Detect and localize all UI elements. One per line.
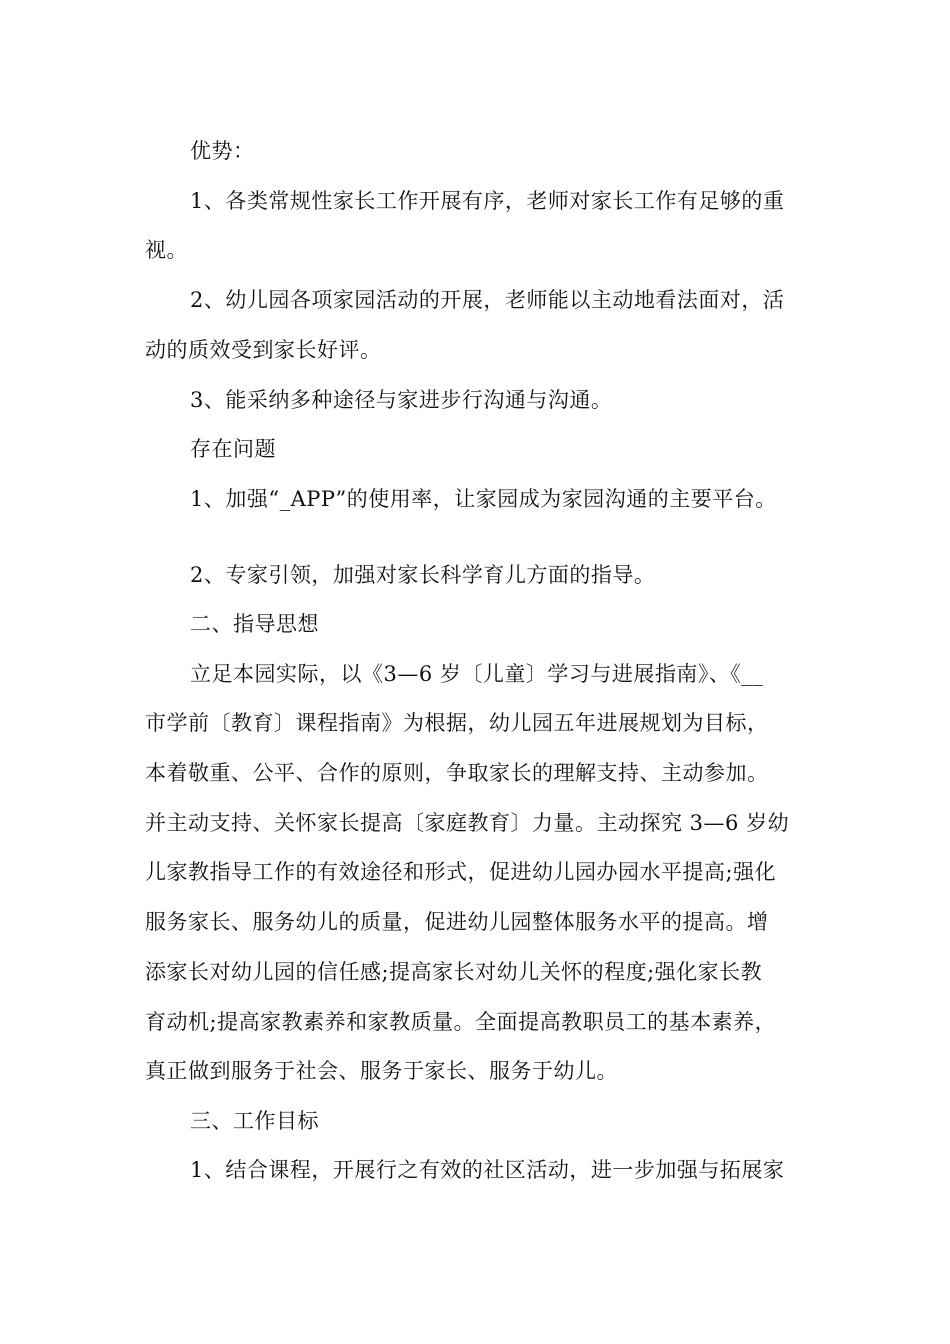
ideology-paragraph-line-3: 本着敬重、公平、合作的原则，争取家长的理解支持、主动参加。 xyxy=(145,761,769,785)
ideology-paragraph-line-4: 并主动支持、关怀家长提高〔家庭教育〕力量。主动探究 3—6 岁幼 xyxy=(145,811,790,835)
problem-item-1: 1、加强“_APP”的使用率，让家园成为家园沟通的主要平台。 xyxy=(190,487,777,511)
ideology-paragraph-line-1: 立足本园实际，以《3—6 岁〔儿童〕学习与进展指南》、《__ xyxy=(190,662,764,686)
advantage-item-1: 1、各类常规性家长工作开展有序，老师对家长工作有足够的重 xyxy=(190,189,785,213)
problem-item-2: 2、专家引领，加强对家长科学育儿方面的指导。 xyxy=(190,563,656,587)
ideology-paragraph-line-8: 育动机;提高家教素养和家教质量。全面提高教职员工的基本素养， xyxy=(145,1010,777,1034)
goal-item-1: 1、结合课程，开展行之有效的社区活动，进一步加强与拓展家 xyxy=(190,1158,785,1182)
ideology-paragraph-line-9: 真正做到服务于社会、服务于家长、服务于幼儿。 xyxy=(145,1059,618,1083)
ideology-paragraph-line-5: 儿家教指导工作的有效途径和形式，促进幼儿园办园水平提高;强化 xyxy=(145,860,777,884)
heading-advantages: 优势： xyxy=(190,139,255,163)
ideology-paragraph-line-2: 市学前〔教育〕课程指南》为根据，幼儿园五年进展规划为目标， xyxy=(145,711,769,735)
heading-guiding-ideology: 二、指导思想 xyxy=(190,612,319,636)
ideology-paragraph-line-6: 服务家长、服务幼儿的质量，促进幼儿园整体服务水平的提高。增 xyxy=(145,910,769,934)
heading-problems: 存在问题 xyxy=(190,437,276,461)
advantage-item-2-cont: 动的质效受到家长好评。 xyxy=(145,338,382,362)
advantage-item-3: 3、能采纳多种途径与家进步行沟通与沟通。 xyxy=(190,388,613,412)
advantage-item-1-cont: 视。 xyxy=(145,238,188,262)
heading-work-goals: 三、工作目标 xyxy=(190,1109,319,1133)
ideology-paragraph-line-7: 添家长对幼儿园的信任感;提高家长对幼儿关怀的程度;强化家长教 xyxy=(145,960,763,984)
advantage-item-2: 2、幼儿园各项家园活动的开展，老师能以主动地看法面对，活 xyxy=(190,288,785,312)
